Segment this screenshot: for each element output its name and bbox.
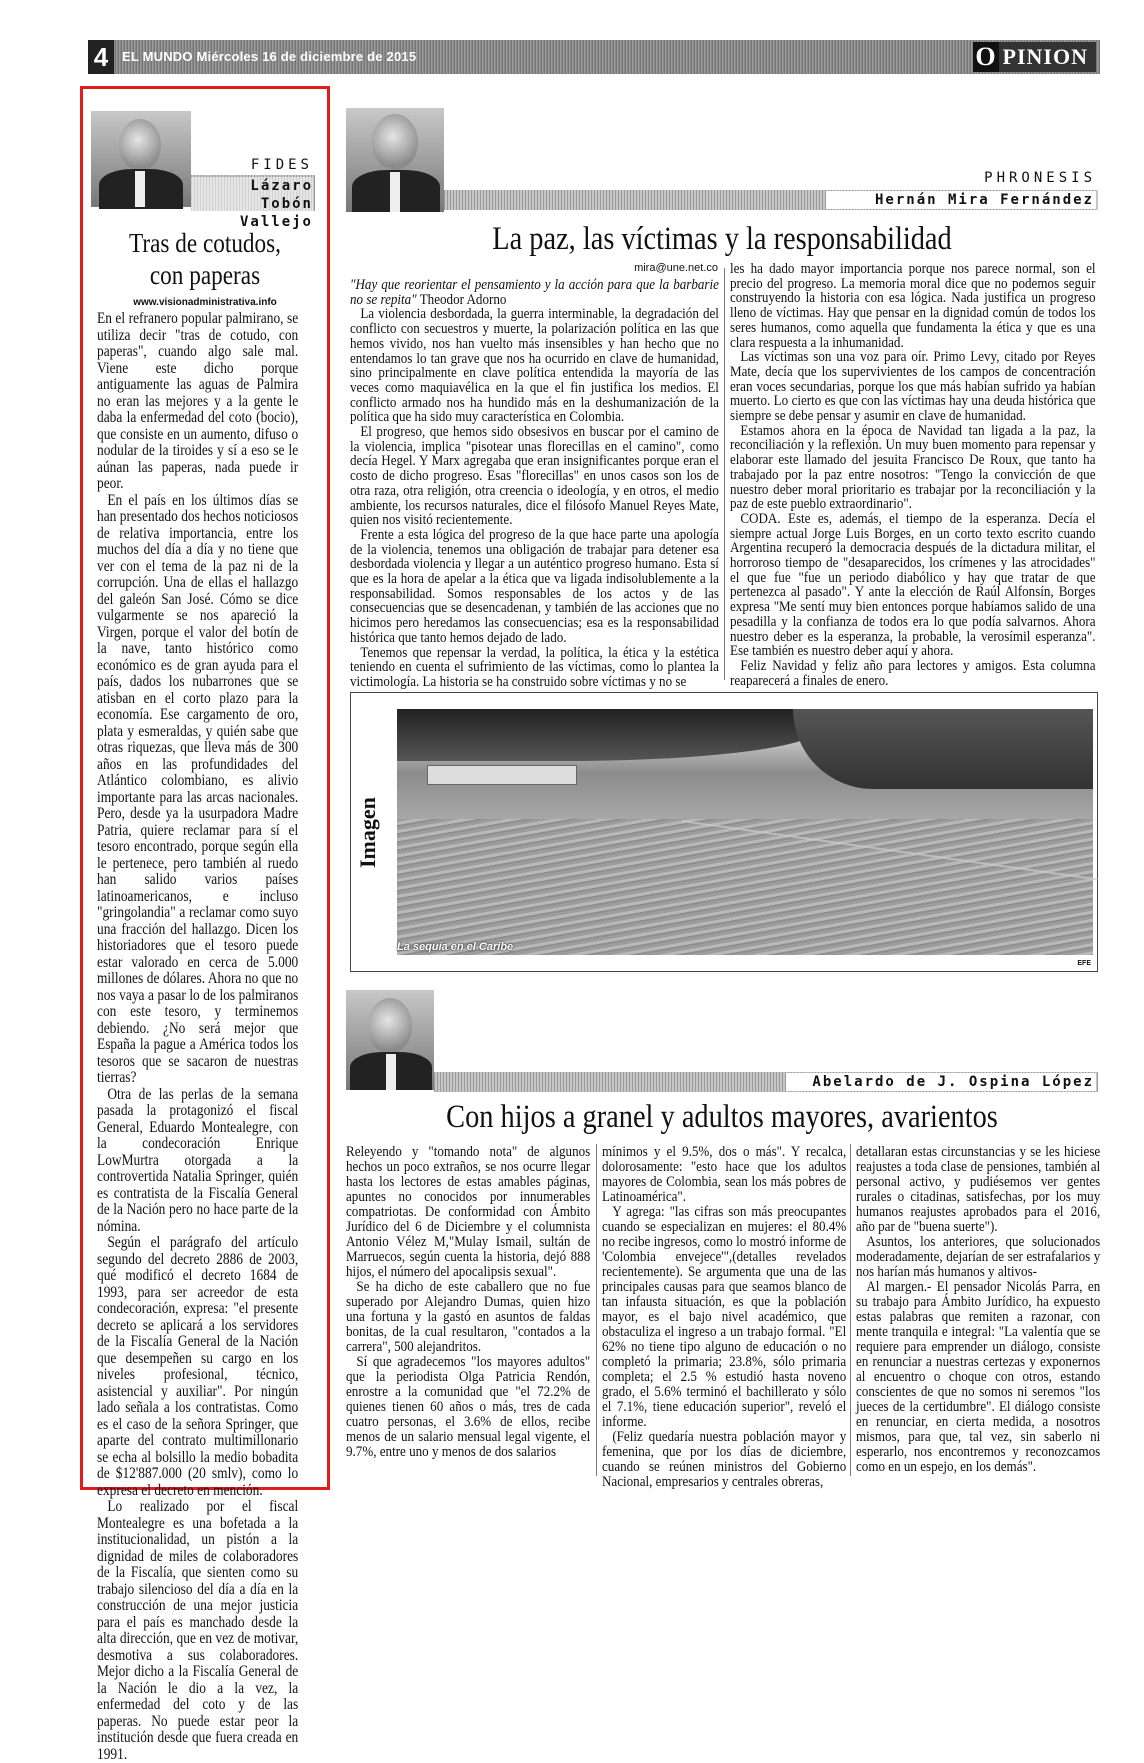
drought-photo [397,709,1093,955]
article2-column-1 [346,1144,590,1459]
epigraph-quote: "Hay que reorientar el pensamiento y la acción para que la barbarie no se repita" [350,276,719,308]
article1-header [346,108,1098,214]
photo-trees [397,709,817,761]
column-author: Abelardo de J. Ospina López [786,1073,1096,1091]
photo-credit: EFE [1077,960,1091,967]
article1-column-1 [350,278,719,690]
title-line1: Tras de cotudos, [128,228,282,258]
paragraph: Según el parágrafo del artículo segundo del decreto 2886 de 2003, qué modificó el decreto 1684 de 1993, para ser acreedor de esta condecoración, expresa: "el presente decreto se aplicará a los servidores de la Fiscalía General de la Nación que desempeñen su cargo en los niveles profesional, técnico, asistencial y auxiliar". Por ningún lado señala a los contratistas. Como es el caso de la señora Springer, que aparte del contrato multimillonario se echa al bolsillo la medio bobadita de $12'887.000 (20 smlv), como lo expresa el decreto en mención. [97,1234,299,1499]
column-tag: FIDES [250,157,313,173]
article-title: La paz, las víctimas y la responsabilidad [492,221,952,257]
column-divider [724,268,725,680]
left-column-fides [80,86,330,1763]
paragraph: Estamos ahora en la época de Navidad tan ligada a la paz, la reconciliación y la reflexión. Un muy buen momento para repensar y elaborar este llamado del jesuita Francisco De Roux, que tanto ha trabajado por la paz entre nosotros: "Tengo la convicción de que nuestro deber moral prioritario es trabajar por la reconciliación y la paz de este pueblo extraordinario". [730,421,1096,513]
photo-cliff [793,709,1093,789]
photo-dock [427,765,577,785]
section-initial: O [973,42,999,72]
paragraph: En el país en los últimos días se han presentado dos hechos noticiosos de relativa importancia, entre los muchos del día a día y no tiene que ver con el tema de la paz ni de la corrupción. Una de ellas el hallazgo del galeón San José. Cómo se dice vulgarmente se nos apareció la Virgen, porque el valor del botín de la nave, tanto histórico como económico es de gran ayuda para el país, dados los nubarrones que se atisban en el corto plazo para la economía. Ese cargamento de oro, plata y esmeraldas, y quién sabe que otras riquezas, que lleva más de 300 años en las profundidades del Atlántico colombiano, es alivio importante para las arcas nacionales. Pero, desde ya la usurpadora Madre Patria, quiere reclamar para sí el tesoro encontrado, porque según ella le pertenece, pero también al ruedo han salido varios países latinoamericanos, e incluso "gringolandia" a reclamar como suyo una fracción del hallazgo. Dicen los historiadores que el tesoro puede estar valorado en cerca de 5.000 millones de dólares. Ahora no que no nos vaya a pasar lo de los palmiranos con este tesoro, y terminemos debiendo. ¿No será mejor que España la pague a América todos los tesoros que se sacaron de nuestras tierras? [97,491,299,1086]
section-flag [973,42,1096,72]
paragraph: Releyendo y "tomando nota" de algunos hechos un poco extraños, se nos ocurre llegar hasta los lectores de estas amables páginas, apuntes no conocidos por innumerables compatriotas. De conformidad con Ámbito Jurídico del 6 de Diciembre y el columnista Antonio Vélez M,"Mulay Ismail, sultán de Marruecos, según cuenta la historia, dejó 888 hijos, el número del apocalipsis sexual". [346,1143,591,1280]
paragraph: En el refranero popular palmirano, se utiliza decir "tras de cotudo, con paperas", cuando algo sale mal. Viene este dicho porque antiguamente las aguas de Palmira no eran las mejores y a la gente le daba la enfermedad del coto (bocio), que consiste en un aumento, difuso o nodular de la tiroides y sí a eso se le aúnan las paperas, nada puede ir peor. [97,310,299,492]
title-line2: con paperas [149,260,261,290]
photo-section-label: Imagen [355,797,380,869]
article-title: Con hijos a granel y adultos mayores, avarientos [446,1099,998,1135]
paragraph: Asuntos, los anteriores, que solucionados moderadamente, dejarían de ser estrafalarios y nos harían más humanos y altivos- [856,1233,1101,1280]
paragraph: Al margen.- El pensador Nicolás Parra, en su trabajo para Ámbito Jurídico, ha expuesto estas palabras que remiten a razonar, con mente tranquila e integral: "La valentía que se requiere para emprender un diálogo, consiste en renunciar a nuestras certezas y exponernos al encuentro o choque con otros, estando conscientes de que no somos ni seremos "los jueces de la certidumbre". El diálogo consiste en renunciar, en cierta medida, a nosotros mismos, para que, tal vez, sin saberlo ni esperarlo, nos encontremos y reconozcamos como en un espejo, en los demás". [856,1278,1101,1475]
paragraph: Feliz Navidad y feliz año para lectores y amigos. Esta columna reaparecerá a finales de enero. [730,656,1096,689]
paragraph: les ha dado mayor importancia porque nos parece normal, son el precio del progreso. La memoria moral dice que no podemos seguir construyendo la historia con esa lógica. Nada justifica un progreso lleno de víctimas. Hay que pensar en la dignidad común de todos los seres humanos, como aquella que fundamenta la ética y que es una clara respuesta a la inhumanidad. [730,260,1096,351]
article-title [105,227,305,291]
article2-header [346,990,1098,1092]
paragraph: El progreso, que hemos sido obsesivos en buscar por el camino de la violencia, implica "pisotear unas florecillas en el camino", como decía Hegel. Y Marx agregaba que eran insignificantes porque eran el costo de dicho progreso. Esas "florecillas" en unos casos son los de otra raza, otra religión, otra creencia o ideología, y en otros, el medio ambiente, los recursos naturales, dice el filósofo Manuel Reyes Mate, quien nos visitó recientemente. [350,423,719,529]
section-name: PINION [999,42,1096,72]
publication-date: EL MUNDO Miércoles 16 de diciembre de 2015 [122,49,417,64]
column-author: Hernán Mira Fernández [826,191,1096,209]
paragraph: Y agrega: "las cifras son más preocupantes cuando se especializan en mujeres: el 80.4% no recibe ingresos, como lo mostró informe de 'Colombia envejece'",(detalles revelados recientemente). Se argumenta que una de las principales causas para que seamos blanco de tan infausta situación, es que la población mayor, es el bajo nivel académico, que obstaculiza el ingreso a un trabajo formal. "El 62% no tiene tipo alguno de educación o no completó la primaria; 23.8%, sólo primaria completa; el 2.5 % estudió hasta noveno grado, el 5.6% terminó el bachillerato y sólo el 7.1%, tiene educación superior", reveló el informe. [602,1203,847,1430]
epigraph [350,278,719,307]
author-portrait [346,990,434,1090]
column-divider [596,1144,597,1476]
paragraph: La violencia desbordada, la guerra interminable, la degradación del conflicto con secuestros y muerte, la polarización política en las que hemos vivido, nos han vuelto más insensibles y han hecho que no entendamos lo tan grave que nos ha ocurrido en clave de humanidad, sino principalmente en clave política entendida la mayoría de las veces como maquiavélica en la que el fin justifica los medios. El conflicto armado nos ha hundido más en la deshumanización de la política que ha sido muy característica en Colombia. [350,305,719,426]
paragraph: Sí que agradecemos "los mayores adultos" que la periodista Olga Patricia Rendón, enrostre a la comunidad que "el 72.2% de quienes tienen 60 años o más, tres de cada cuatro personas, el 3.6% de ellos, recibe menos de un salario mensual legal vigente, el 9.7%, entre uno y menos de dos salarios [346,1353,591,1460]
author-website-link[interactable]: www.visionadministrativa.info [133,297,277,308]
paragraph: Se ha dicho de este caballero que no fue superado por Alejandro Dumas, quien hizo una fortuna y la gastó en asuntos de faldas bonitas, de la cual resultaron, "contados a la carrera", 500 alejandritos. [346,1278,591,1355]
author-portrait [346,108,444,212]
photo-caption: La sequía en el Caribe [397,941,514,953]
page-number: 4 [88,40,114,74]
paragraph: CODA. Este es, además, el tiempo de la esperanza. Decía el siempre actual Jorge Luis Borges, en un corto texto escrito cuando Argentina recuperó la democracia después de la dictadura militar, el horroroso tiempo de "desaparecidos, los crímenes y las atrocidades" el que fue "fue un periodo diabólico y hay que tratar de que pertenezca al pasado". Y ante la elección de Raúl Alfonsín, Borges expresa "Me sentí muy bien entonces porque habíamos salido de una pesadilla y la confianza de todos era lo que podía salvarnos. Ahora nuestro deber es la esperanza, la probable, la verosímil esperanza". Ese también es nuestro deber aquí y ahora. [730,509,1096,660]
paragraph: Tenemos que repensar la verdad, la política, la ética y la estética teniendo en cuenta el sufrimiento de las víctimas, como lo plantea la victimología. La historia se ha construido sobre víctimas y no se [350,643,719,690]
article2-column-2 [602,1144,846,1489]
paragraph: Otra de las perlas de la semana pasada la protagonizó el fiscal General, Eduardo Montealegre, con la condecoración Enrique LowMurtra otorgada a la controvertida Natalia Springer, quién es contratista de la Fiscalía General de la Nación pero no hace parte de la nómina. [97,1085,299,1235]
article-body [97,311,298,1763]
author-name-line2: Vallejo [239,214,313,230]
author-name-line1: Lázaro Tobón [250,178,313,212]
column-tag: PHRONESIS [984,170,1096,186]
paragraph: Lo realizado por el fiscal Montealegre es una bofetada a la institucionalidad, un pistón a la dignidad de miles de colaboradores de la Fiscalía, que sienten como su trabajo silencioso del día a día en la construcción de una mejor justicia para el país es manchado desde la alta dirección, que en vez de motivar, desmotiva a sus colaboradores. Mejor dicho a la Fiscalía General de la Nación le dio a la vez, la enfermedad del coto y de las paperas. No puede estar peor la institución desde que fuera creada en 1991. [97,1498,299,1763]
paragraph: Frente a esta lógica del progreso de la que hace parte una apología de la violencia, tenemos una obligación de trabajar para detener esa desbordada violencia y llegar a un auténtico progreso humano. Esta sí que es la hora de apelar a la ética que va ligada indisolublemente a la responsabilidad. Somos responsables de los actos y de las consecuencias que se desencadenan, y también de las acciones que no hicimos pero heredamos las consecuencias; esa es la responsabilidad histórica que tanto hemos dejado de lado. [350,525,719,646]
column-divider [850,1144,851,1476]
column-author [191,177,313,231]
paragraph: mínimos y el 9.5%, dos o más". Y recalca, dolorosamente: "esto hace que los adultos mayores de Colombia, sean los más pobres de Latinoamérica". [602,1143,847,1205]
paragraph: (Feliz quedaría nuestra población mayor y femenina, que por los días de diciembre, cuando se reúnen ministros del Gobierno Nacional, empresarios y centrales obreras, [602,1428,847,1490]
epigraph-author: Theodor Adorno [416,290,507,308]
author-portrait [91,111,191,207]
paragraph: detallaran estas circunstancias y se les hiciese reajustes a toda clase de pensiones, también al personal activo, y pudiésemos ver gentes rurales o citadinas, satisfechas, por los muy humanos reajustes aprobados para el 2016, año par de "buena suerte"). [856,1143,1101,1235]
article2-column-3 [856,1144,1100,1474]
article1-column-2 [730,262,1096,688]
paragraph: Las víctimas son una voz para oír. Primo Levy, citado por Reyes Mate, decía que los supervivientes de los campos de concentración eran voces secundarias, porque los que más habían sufrido ya habían muerto. Lo cierto es que con las víctimas hay una deuda histórica que siempre se debe pensar y asumir en clave de humanidad. [730,348,1096,425]
column-header [91,111,315,230]
photo-box [350,692,1098,972]
author-email-link[interactable]: mira@une.net.co [634,262,718,274]
page-header [88,40,1100,74]
